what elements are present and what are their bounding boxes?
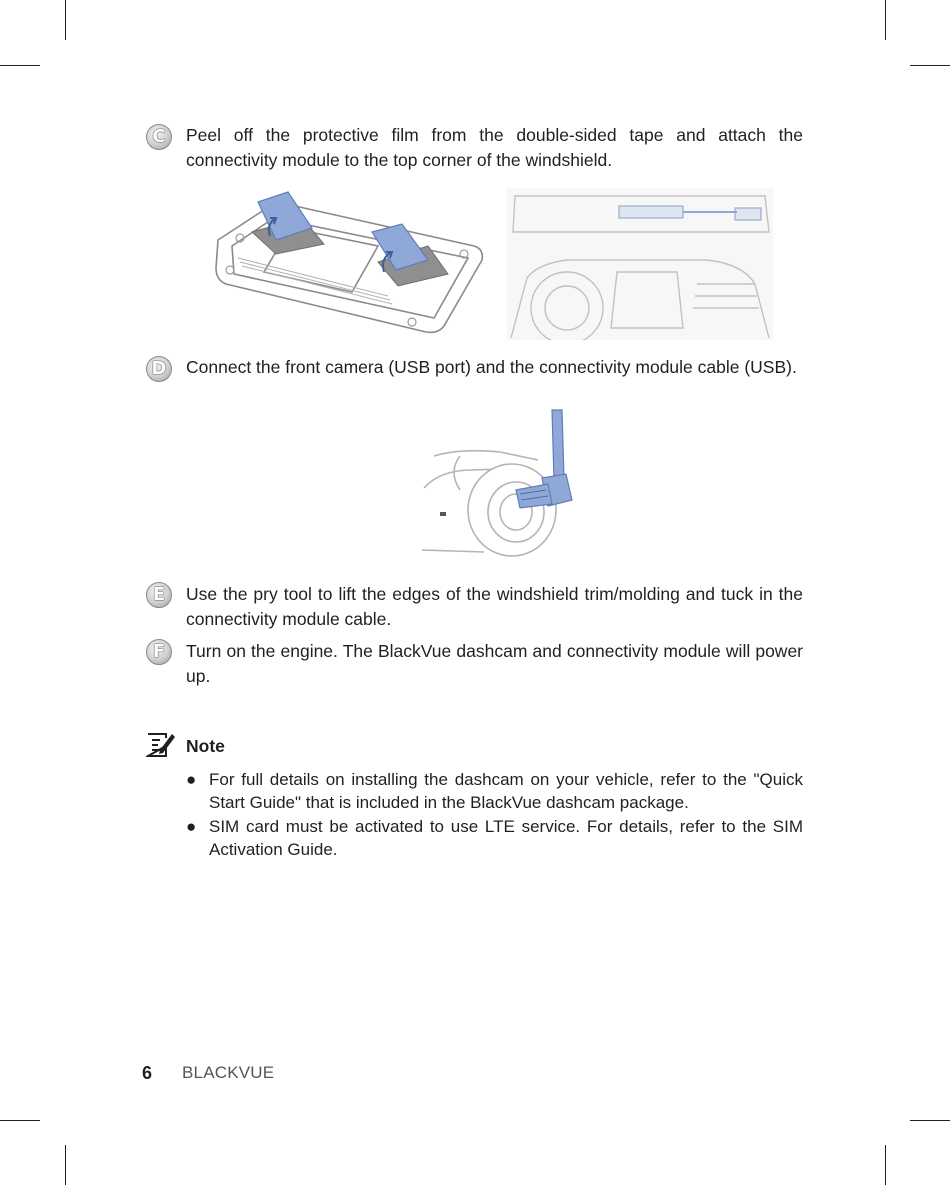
crop-mark-bottom-right-v xyxy=(885,1145,886,1185)
step-f-text: Turn on the engine. The BlackVue dashcam and connectivity module will power up. xyxy=(186,641,803,686)
front-camera-usb-illustration xyxy=(420,400,582,560)
note-title: Note xyxy=(186,736,225,756)
module-peel-film-illustration xyxy=(212,188,487,340)
step-e-badge: E xyxy=(146,582,172,608)
crop-mark-top-right-v xyxy=(885,0,886,40)
crop-mark-top-left-h xyxy=(0,65,40,66)
step-f-badge: F xyxy=(146,639,172,665)
note-item-2-text: SIM card must be activated to use LTE service. For details, refer to the SIM Activation Guide. xyxy=(209,817,803,859)
bullet-dot: ● xyxy=(186,770,197,789)
step-c-text: Peel off the protective film from the double-sided tape and attach the connectivity module to the top corner of the windshield. xyxy=(186,125,803,170)
crop-mark-top-right-h xyxy=(910,65,950,66)
step-d-text: Connect the front camera (USB port) and the connectivity module cable (USB). xyxy=(186,357,797,377)
crop-mark-bottom-left-v xyxy=(65,1145,66,1185)
step-e-text: Use the pry tool to lift the edges of the windshield trim/molding and tuck in the connectivity module cable. xyxy=(186,584,803,629)
note-item-2 xyxy=(186,815,803,861)
step-c-badge: C xyxy=(146,124,172,150)
crop-mark-top-left-v xyxy=(65,0,66,40)
windshield-mount-illustration xyxy=(507,188,773,340)
step-d-badge: D xyxy=(146,356,172,382)
note-item-1 xyxy=(186,768,803,814)
footer-brand: BLACKVUE xyxy=(182,1063,275,1082)
crop-mark-bottom-left-h xyxy=(0,1120,40,1121)
note-item-1-text: For full details on installing the dashcam on your vehicle, refer to the "Quick Start Guide" that is included in the BlackVue dashcam package. xyxy=(209,770,803,812)
bullet-dot: ● xyxy=(186,817,197,836)
note-pencil-icon xyxy=(146,730,176,758)
page-number: 6 xyxy=(142,1063,153,1083)
crop-mark-bottom-right-h xyxy=(910,1120,950,1121)
